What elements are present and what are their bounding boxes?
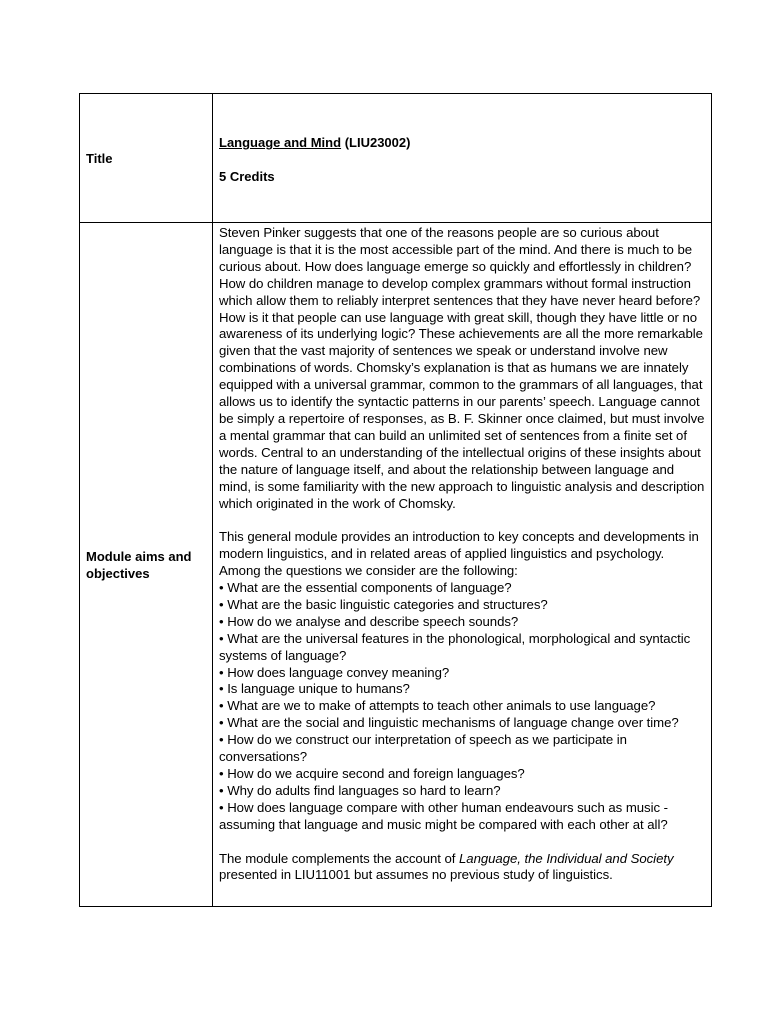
question-list xyxy=(219,580,705,834)
module-title xyxy=(219,134,705,151)
question-item: • What are the social and linguistic mechanisms of language change over time? xyxy=(219,715,705,732)
question-item: • Why do adults find languages so hard to learn? xyxy=(219,783,705,800)
related-module-title: Language, the Individual and Society xyxy=(459,850,674,866)
question-item: • How does language compare with other human endeavours such as music - assuming that language and music might be compared with each other at all? xyxy=(219,800,705,834)
question-item: • Is language unique to humans? xyxy=(219,681,705,698)
module-name: Language and Mind xyxy=(219,135,342,150)
module-credits: 5 Credits xyxy=(219,169,275,184)
question-item: • What are the universal features in the phonological, morphological and syntactic systems of language? xyxy=(219,631,705,665)
question-item: • What are the essential components of language? xyxy=(219,580,705,597)
closing-suffix: presented in LIU11001 but assumes no previous study of linguistics. xyxy=(219,867,613,883)
module-code: (LIU23002) xyxy=(344,135,411,150)
title-row xyxy=(80,94,711,222)
question-item: • What are the basic linguistic categories and structures? xyxy=(219,597,705,614)
intro-paragraph: Steven Pinker suggests that one of the reasons people are so curious about language is that it is the most accessible part of the mind. And there is much to be curious about. How does language emerge so quickly and effortlessly in children? How do children manage to develop complex grammars without formal instruction which allow them to reliably interpret sentences that they have never heard before? How is it that people can use language with great skill, though they have little or no awareness of its underlying logic? These achievements are all the more remarkable given that the vast majority of sentences we speak or understand involve new combinations of words. Chomsky’s explanation is that as humans we are innately equipped with a universal grammar, common to the grammars of all languages, that allows us to identify the syntactic patterns in our parents’ speech. Language cannot be simply a repertoire of responses, as B. F. Skinner once claimed, but must involve a mental grammar that can build an unlimited set of sentences from a finite set of words. Central to an understanding of the intellectual origins of these insights about the nature of language itself, and about the relationship between language and mind, is some familiarity with the new approach to linguistic analysis and description which originated in the work of Chomsky. xyxy=(219,225,705,511)
aims-row xyxy=(80,222,711,906)
aims-label: Module aims and objectives xyxy=(80,223,213,906)
closing-paragraph xyxy=(219,851,705,885)
aims-content xyxy=(213,223,711,906)
question-item: • What are we to make of attempts to teach other animals to use language? xyxy=(219,698,705,715)
question-item: • How do we analyse and describe speech sounds? xyxy=(219,614,705,631)
title-label: Title xyxy=(80,94,213,222)
question-item: • How does language convey meaning? xyxy=(219,665,705,682)
paragraph-spacer xyxy=(219,834,705,851)
question-item: • How do we acquire second and foreign languages? xyxy=(219,766,705,783)
module-descriptor-table xyxy=(79,93,712,907)
question-item: • How do we construct our interpretation of speech as we participate in conversations? xyxy=(219,732,705,766)
paragraph-spacer xyxy=(219,512,705,529)
title-content xyxy=(213,94,711,222)
module-paragraph: This general module provides an introduction to key concepts and developments in modern linguistics, and in related areas of applied linguistics and psychology. Among the questions we consider are the following: xyxy=(219,529,699,579)
closing-prefix: The module complements the account of xyxy=(219,850,460,866)
